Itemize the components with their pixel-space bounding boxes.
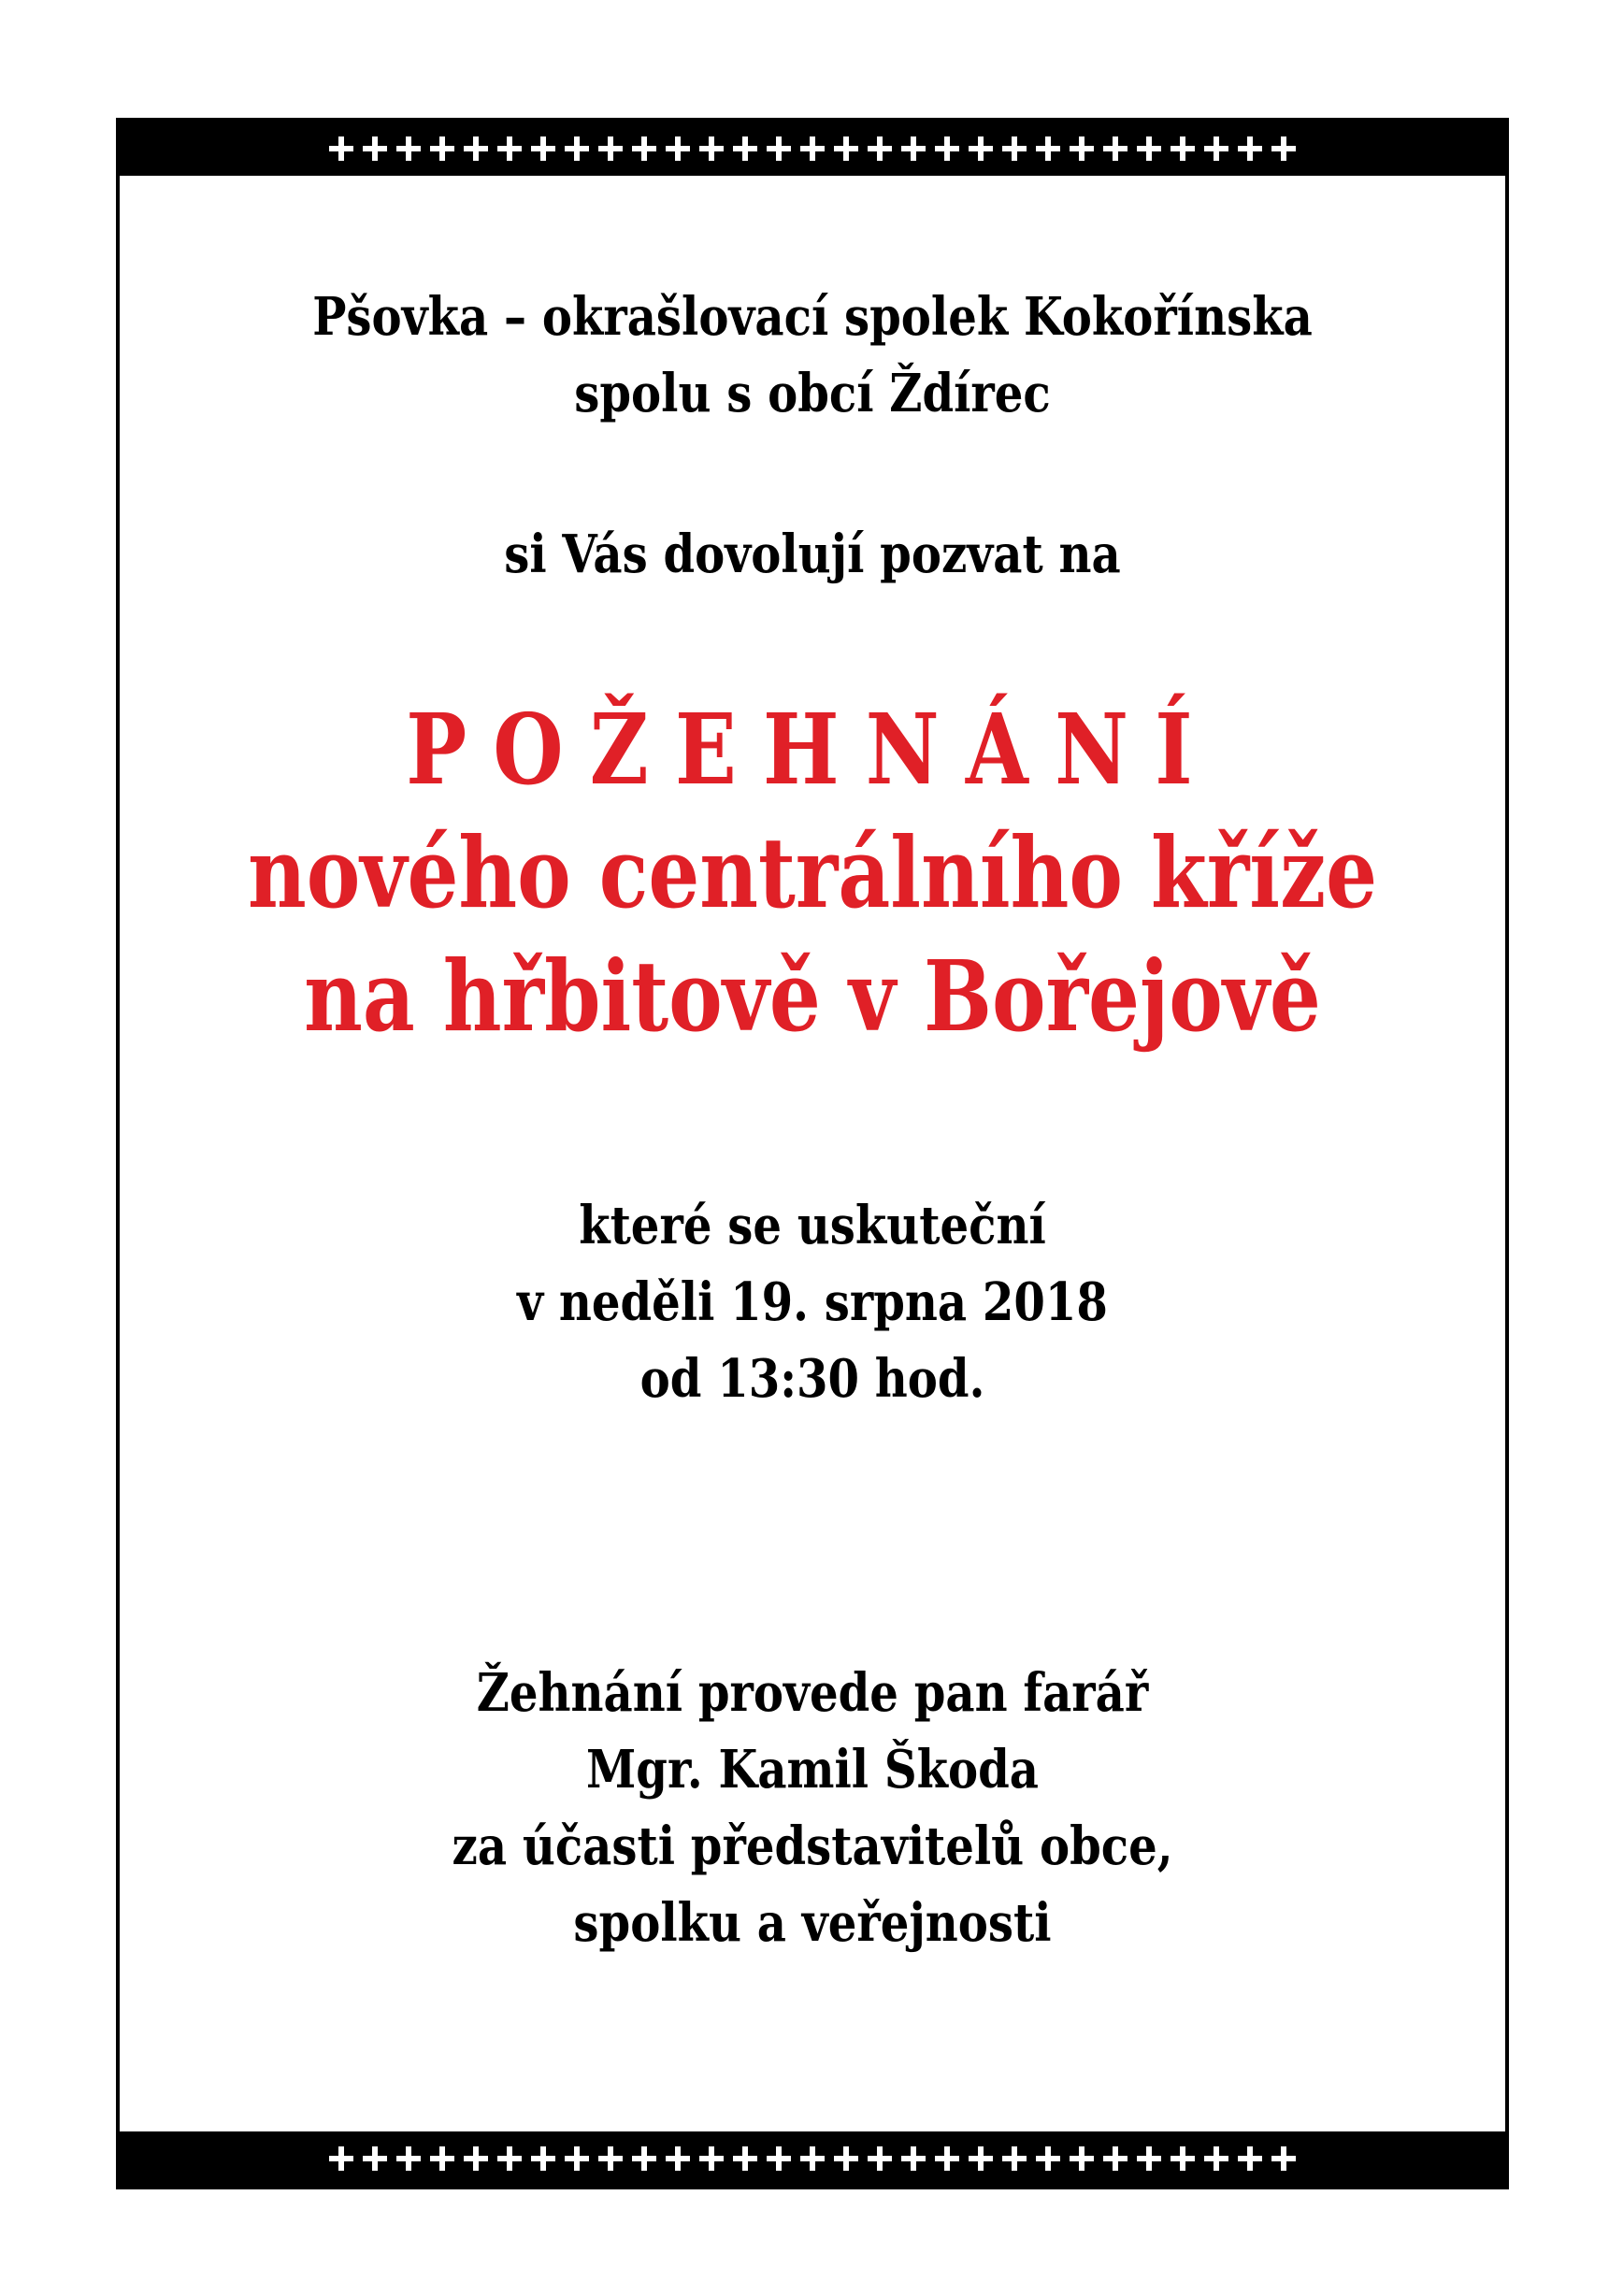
organizers-block bbox=[120, 279, 1505, 432]
bottom-border-cross-icon bbox=[834, 2146, 858, 2171]
top-border-cross-icon bbox=[733, 136, 757, 161]
bottom-border-cross-icon bbox=[329, 2146, 353, 2171]
bottom-border-cross-icon bbox=[1238, 2146, 1262, 2171]
officiant-line-1: Žehnání provede pan farář bbox=[476, 1662, 1149, 1724]
top-border-cross-icon bbox=[666, 136, 690, 161]
officiant-name: Mgr. Kamil Škoda bbox=[585, 1739, 1039, 1801]
bottom-border-cross-icon bbox=[1070, 2146, 1094, 2171]
bottom-border-cross-icon bbox=[497, 2146, 522, 2171]
top-border-cross-icon bbox=[329, 136, 353, 161]
officiant-line-3: za účasti představitelů obce, bbox=[452, 1815, 1173, 1877]
schedule-time: od 13:30 hod. bbox=[639, 1348, 985, 1410]
invitation-text: si Vás dovolují pozvat na bbox=[504, 524, 1121, 585]
schedule-date: v neděli 19. srpna 2018 bbox=[517, 1271, 1108, 1333]
bottom-border-cross-icon bbox=[565, 2146, 589, 2171]
organizer-line-2: spolu s obcí Ždírec bbox=[574, 363, 1051, 424]
organizer-line-1: Pšovka – okrašlovací spolek Kokořínska bbox=[312, 286, 1313, 348]
top-border-cross-icon bbox=[430, 136, 454, 161]
bottom-border-cross-icon bbox=[901, 2146, 926, 2171]
bottom-border-cross-icon bbox=[666, 2146, 690, 2171]
top-border-cross-icon bbox=[800, 136, 825, 161]
officiant-line-4: spolku a veřejnosti bbox=[573, 1892, 1052, 1954]
bottom-border-cross-icon bbox=[699, 2146, 724, 2171]
top-border-cross-icon bbox=[1271, 136, 1296, 161]
schedule-block bbox=[120, 1187, 1505, 1417]
top-border-cross-icon bbox=[598, 136, 623, 161]
top-border-cross-icon bbox=[1070, 136, 1094, 161]
bottom-border-cross-icon bbox=[464, 2146, 488, 2171]
invitation-block bbox=[120, 516, 1505, 593]
bottom-border-cross-icon bbox=[1103, 2146, 1127, 2171]
top-border-cross-icon bbox=[1204, 136, 1228, 161]
bottom-border-cross-icon bbox=[1002, 2146, 1027, 2171]
bottom-border-cross-icon bbox=[430, 2146, 454, 2171]
bottom-border-cross-icon bbox=[1036, 2146, 1060, 2171]
bottom-border-cross-icon bbox=[969, 2146, 993, 2171]
top-cross-border bbox=[120, 122, 1505, 176]
top-border-cross-icon bbox=[1171, 136, 1195, 161]
top-border-cross-icon bbox=[969, 136, 993, 161]
top-border-cross-icon bbox=[767, 136, 791, 161]
bottom-cross-border bbox=[120, 2131, 1505, 2186]
top-border-cross-icon bbox=[1036, 136, 1060, 161]
bottom-border-cross-icon bbox=[363, 2146, 387, 2171]
top-border-cross-icon bbox=[901, 136, 926, 161]
bottom-border-cross-icon bbox=[1271, 2146, 1296, 2171]
top-border-cross-icon bbox=[1238, 136, 1262, 161]
event-line-2: na hřbitově v Bořejově bbox=[304, 939, 1321, 1054]
event-title: POŽEHNÁNÍ bbox=[406, 692, 1219, 807]
event-title-block bbox=[120, 688, 1505, 1058]
bottom-border-cross-icon bbox=[767, 2146, 791, 2171]
event-line-1: nového centrálního kříže bbox=[247, 815, 1378, 930]
top-border-cross-icon bbox=[1002, 136, 1027, 161]
top-border-cross-icon bbox=[1103, 136, 1127, 161]
bottom-border-cross-icon bbox=[868, 2146, 892, 2171]
top-border-cross-icon bbox=[935, 136, 959, 161]
top-border-cross-icon bbox=[632, 136, 656, 161]
bottom-border-cross-icon bbox=[1204, 2146, 1228, 2171]
bottom-border-cross-icon bbox=[1171, 2146, 1195, 2171]
poster-frame bbox=[116, 118, 1509, 2189]
top-border-cross-icon bbox=[699, 136, 724, 161]
schedule-line-1: které se uskuteční bbox=[579, 1195, 1046, 1256]
top-border-cross-icon bbox=[497, 136, 522, 161]
bottom-border-cross-icon bbox=[531, 2146, 555, 2171]
top-border-cross-icon bbox=[464, 136, 488, 161]
bottom-border-cross-icon bbox=[733, 2146, 757, 2171]
bottom-border-cross-icon bbox=[1137, 2146, 1161, 2171]
top-border-cross-icon bbox=[363, 136, 387, 161]
top-border-cross-icon bbox=[565, 136, 589, 161]
bottom-border-cross-icon bbox=[396, 2146, 421, 2171]
top-border-cross-icon bbox=[834, 136, 858, 161]
top-border-cross-icon bbox=[396, 136, 421, 161]
bottom-border-cross-icon bbox=[632, 2146, 656, 2171]
top-border-cross-icon bbox=[531, 136, 555, 161]
top-border-cross-icon bbox=[1137, 136, 1161, 161]
bottom-border-cross-icon bbox=[598, 2146, 623, 2171]
bottom-border-cross-icon bbox=[800, 2146, 825, 2171]
top-border-cross-icon bbox=[868, 136, 892, 161]
officiant-block bbox=[120, 1655, 1505, 1961]
bottom-border-cross-icon bbox=[935, 2146, 959, 2171]
